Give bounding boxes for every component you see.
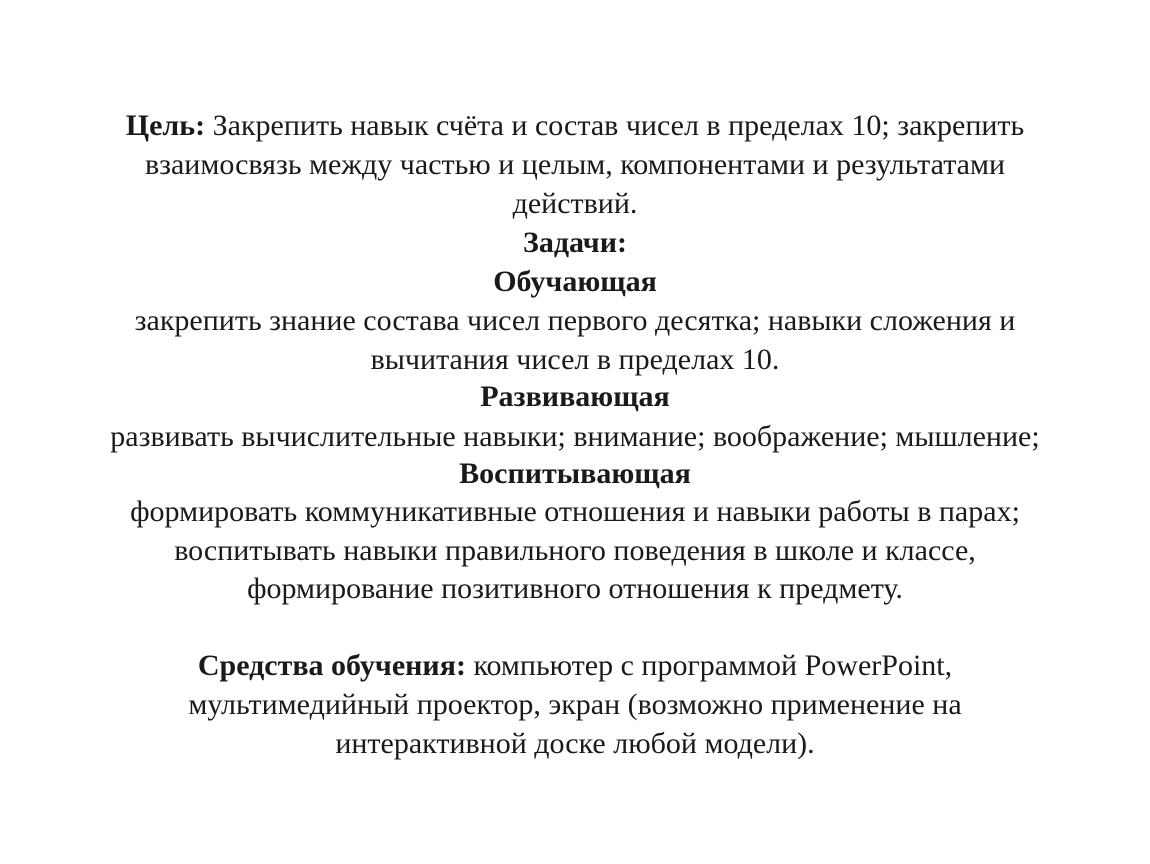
means-line-1 (60, 647, 1090, 685)
developing-line-1: развивать вычислительные навыки; внимание; воображение; мышление; (110, 420, 1040, 453)
educating-line-2: воспитывать навыки правильного поведения в школе и классе, (174, 534, 976, 567)
teaching-heading: Обучающая (493, 265, 657, 298)
means-text-1: компьютер с программой PowerPoint, (465, 649, 953, 682)
goal-line-3: действий. (512, 187, 638, 220)
teaching-line-2: вычитания чисел в пределах 10. (370, 343, 780, 376)
means-line-3: интерактивной доске любой модели). (335, 727, 815, 760)
goal-text-1: Закрепить навык счёта и состав чисел в пределах 10; закрепить (205, 109, 1025, 142)
means-line-2: мультимедийный проектор, экран (возможно применение на (188, 688, 962, 721)
goal-line-1 (60, 107, 1090, 145)
developing-heading: Развивающая (480, 380, 670, 413)
goal-line-2: взаимосвязь между частью и целым, компонентами и результатами (144, 148, 1006, 181)
educating-heading: Воспитывающая (459, 457, 691, 490)
educating-line-3: формирование позитивного отношения к предмету. (247, 572, 903, 605)
educating-line-1: формировать коммуникативные отношения и навыки работы в парах; (130, 495, 1020, 528)
tasks-heading: Задачи: (522, 226, 627, 259)
teaching-line-1: закрепить знание состава чисел первого десятка; навыки сложения и (134, 304, 1016, 337)
goal-label: Цель: (125, 109, 206, 142)
means-label: Средства обучения: (197, 649, 466, 682)
